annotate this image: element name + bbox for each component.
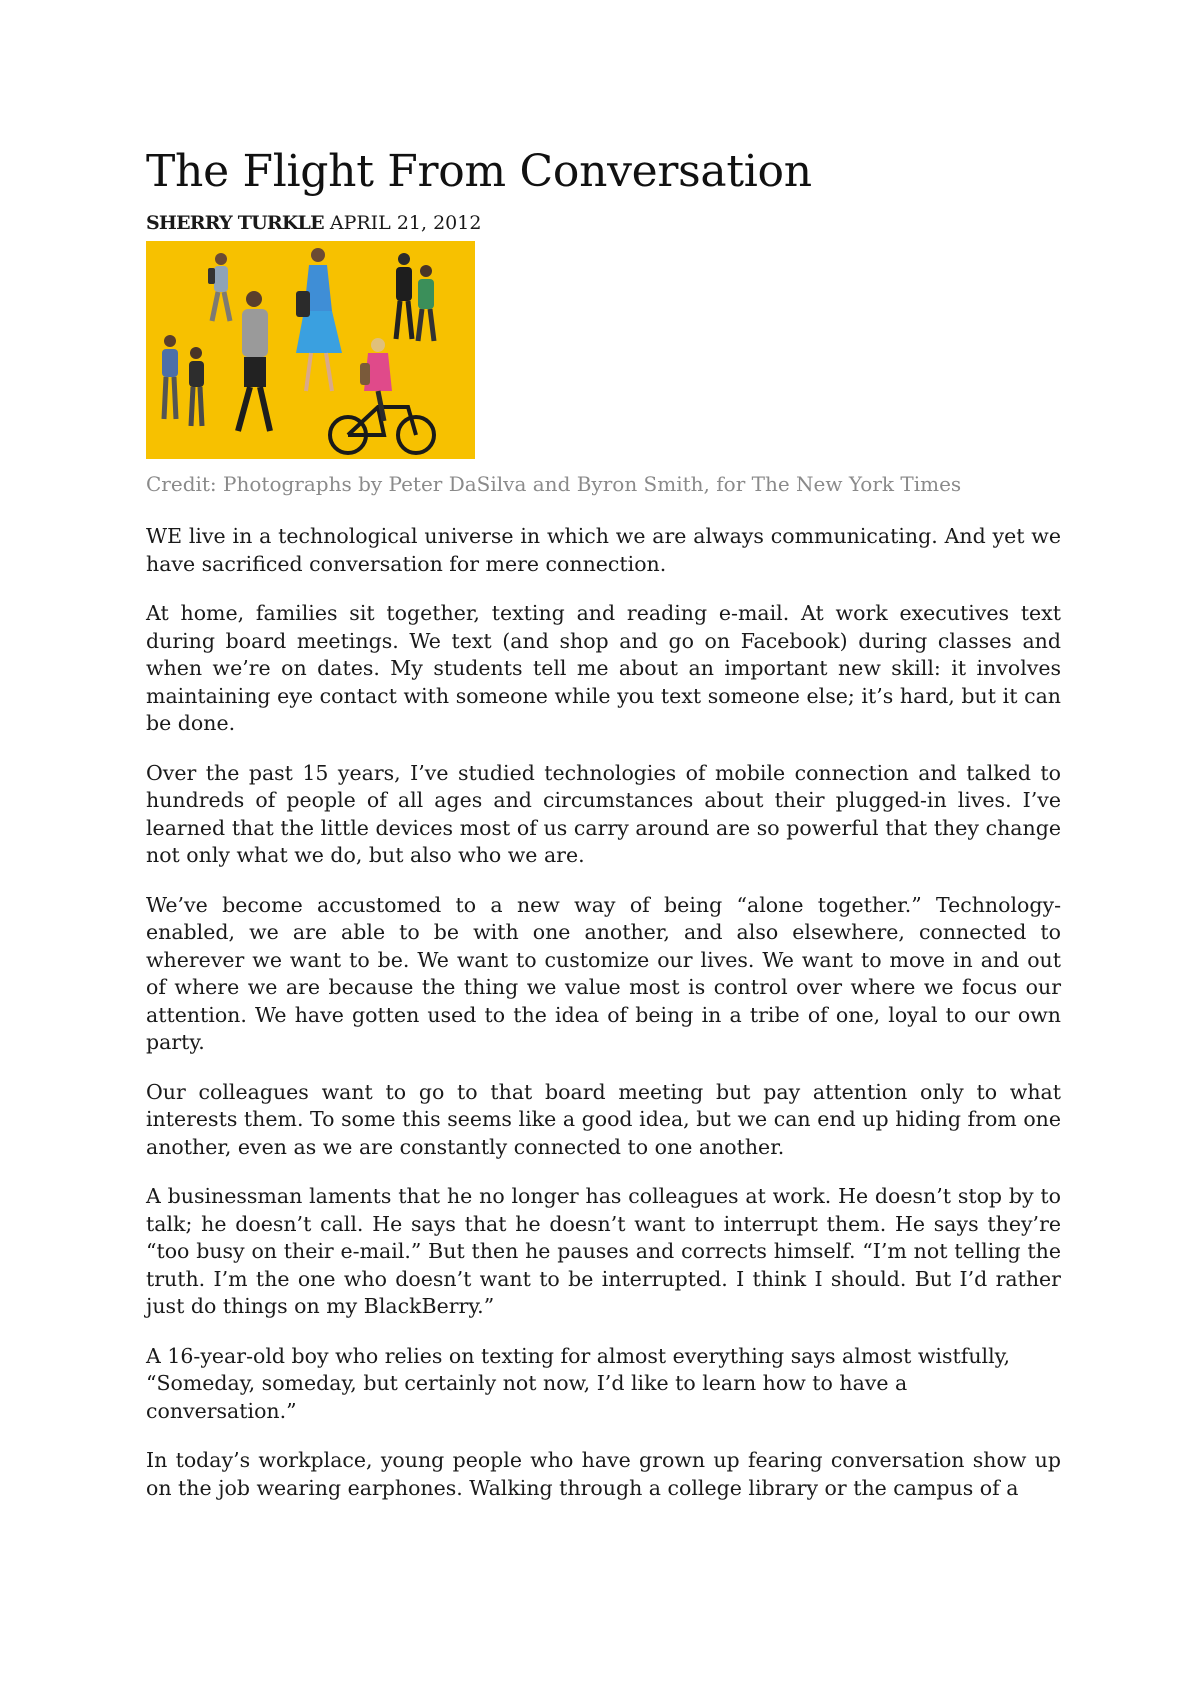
article-paragraph: Over the past 15 years, I’ve studied technologies of mobile connection and talked to hundreds of people of all ages and circumstances about their plugged-in lives. I’ve learned that the little devices most of us carry around are so powerful that they change not only what we do, but also who we are. xyxy=(146,760,1061,868)
article-title: The Flight From Conversation xyxy=(146,146,812,197)
publish-date: APRIL 21, 2012 xyxy=(329,211,482,234)
article-paragraph: Our colleagues want to go to that board meeting but pay attention only to what interests them. To some this seems like a good idea, but we can end up hiding from one another, even as we are constantly connected to one another. xyxy=(146,1079,1061,1159)
photo-credit: Credit: Photographs by Peter DaSilva and Byron Smith, for The New York Times xyxy=(146,472,962,497)
article-paragraph: A businessman laments that he no longer has colleagues at work. He doesn’t stop by to talk; he doesn’t call. He says that he doesn’t want to interrupt them. He says they’re “too busy on their e-mail.” But then he pauses and corrects himself. “I’m not telling the truth. I’m the one who doesn’t want to be interrupted. I think I should. But I’d rather just do things on my BlackBerry.” xyxy=(146,1184,1061,1319)
article-photo xyxy=(146,241,475,459)
author-name: SHERRY TURKLE xyxy=(146,211,324,234)
byline xyxy=(146,211,1061,236)
article-paragraph: In today’s workplace, young people who have grown up fearing conversation show up on the job wearing earphones. Walking through a college library or the campus of a xyxy=(146,1448,1061,1500)
article xyxy=(146,146,1061,1524)
article-paragraph: We’ve become accustomed to a new way of being “alone together.” Technology-enabled, we are able to be with one another, and also elsewhere, connected to wherever we want to be. We want to customize our lives. We want to move in and out of where we are because the thing we value most is control over where we focus our attention. We have gotten used to the idea of being in a tribe of one, loyal to our own party. xyxy=(146,892,1061,1055)
article-paragraph: WE live in a technological universe in which we are always communicating. And yet we have sacrificed conversation for mere connection. xyxy=(146,524,1061,576)
people-with-phones-illustration xyxy=(146,241,475,459)
article-paragraph: A 16-year-old boy who relies on texting for almost everything says almost wistfully, “Someday, someday, but certainly not now, I’d like to learn how to have a conversation.” xyxy=(146,1343,1011,1423)
article-paragraph: At home, families sit together, texting and reading e-mail. At work executives text during board meetings. We text (and shop and go on Facebook) during classes and when we’re on dates. My students tell me about an important new skill: it involves maintaining eye contact with someone while you text someone else; it’s hard, but it can be done. xyxy=(146,601,1061,736)
